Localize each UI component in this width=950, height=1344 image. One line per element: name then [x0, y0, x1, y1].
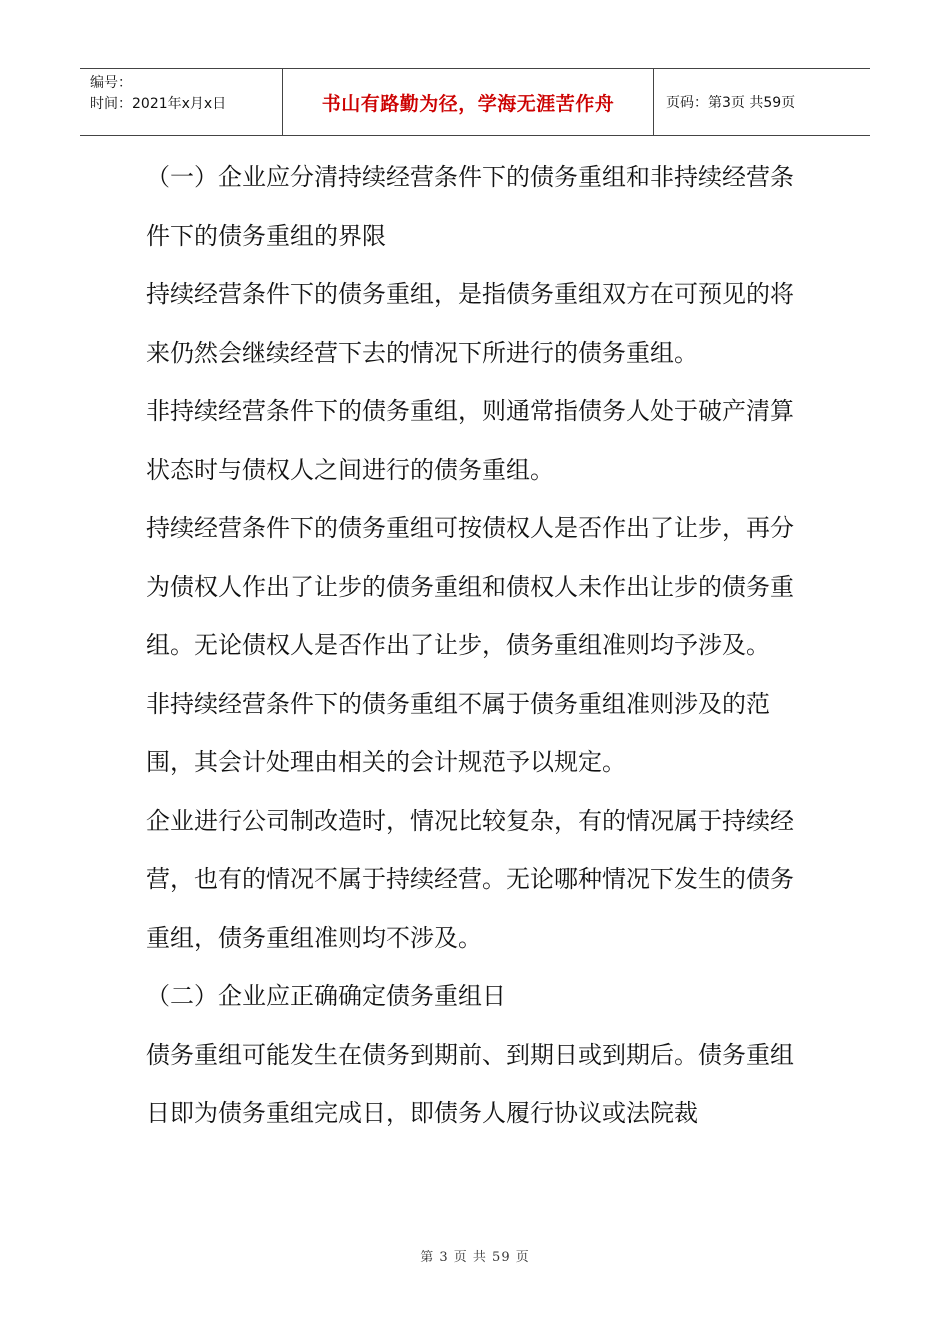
document-body [146, 148, 796, 1143]
header-meta [80, 69, 282, 135]
paragraph: 非持续经营条件下的债务重组，则通常指债务人处于破产清算状态时与债权人之间进行的债务重组。 [146, 397, 794, 484]
serial-label: 编号： [90, 75, 132, 91]
paragraph: （一）企业应分清持续经营条件下的债务重组和非持续经营条件下的债务重组的界限 [146, 163, 794, 250]
header-page-cell [654, 69, 870, 135]
motto-text: 书山有路勤为径，学海无涯苦作舟 [321, 92, 615, 115]
paragraph: 债务重组可能发生在债务到期前、到期日或到期后。债务重组日即为债务重组完成日，即债务人履行协议或法院裁 [146, 1040, 794, 1127]
paragraph: 非持续经营条件下的债务重组不属于债务重组准则涉及的范围，其会计处理由相关的会计规范予以规定。 [146, 689, 770, 776]
paragraph: （二）企业应正确确定债务重组日 [146, 982, 506, 1010]
header-motto-cell [282, 69, 654, 135]
page-footer: 第 3 页 共 59 页 [420, 1250, 530, 1265]
time-text: 时间：2021年x月x日 [90, 96, 227, 112]
page-header [80, 68, 870, 136]
paragraph: 持续经营条件下的债务重组，是指债务重组双方在可预见的将来仍然会继续经营下去的情况下所进行的债务重组。 [146, 280, 794, 367]
page-info: 页码：第3页 共59页 [666, 95, 796, 111]
paragraph: 持续经营条件下的债务重组可按债权人是否作出了让步，再分为债权人作出了让步的债务重组和债权人未作出让步的债务重组。无论债权人是否作出了让步，债务重组准则均予涉及。 [146, 514, 794, 659]
paragraph: 企业进行公司制改造时，情况比较复杂，有的情况属于持续经营，也有的情况不属于持续经营。无论哪种情况下发生的债务重组，债务重组准则均不涉及。 [146, 806, 794, 952]
